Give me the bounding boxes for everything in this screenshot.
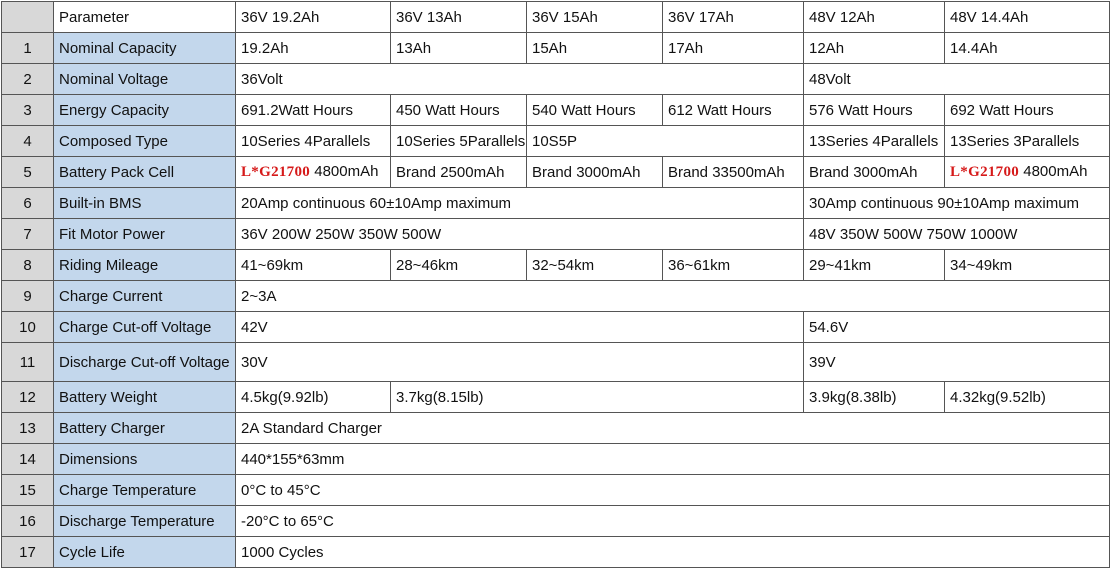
header-model: 36V 17Ah [663, 2, 804, 33]
spec-cell: 36V 200W 250W 350W 500W [236, 219, 804, 250]
header-row [2, 2, 1110, 33]
spec-cell: 29~41km [804, 250, 945, 281]
table-row [2, 219, 1110, 250]
spec-cell: 576 Watt Hours [804, 95, 945, 126]
row-number: 10 [2, 312, 54, 343]
header-model: 36V 19.2Ah [236, 2, 391, 33]
parameter-label: Built-in BMS [54, 188, 236, 219]
spec-cell: 14.4Ah [945, 33, 1110, 64]
spec-cell: 691.2Watt Hours [236, 95, 391, 126]
row-number: 16 [2, 506, 54, 537]
spec-cell: 4.32kg(9.52lb) [945, 382, 1110, 413]
spec-cell: Brand 33500mAh [663, 157, 804, 188]
row-number: 5 [2, 157, 54, 188]
spec-cell: 54.6V [804, 312, 1110, 343]
spec-cell: Brand 2500mAh [391, 157, 527, 188]
row-number: 3 [2, 95, 54, 126]
spec-cell: 30V [236, 343, 804, 382]
spec-cell: 2A Standard Charger [236, 413, 1110, 444]
parameter-label: Battery Pack Cell [54, 157, 236, 188]
spec-cell: 13Series 4Parallels [804, 126, 945, 157]
table-row [2, 250, 1110, 281]
spec-cell [236, 157, 391, 188]
parameter-label: Charge Current [54, 281, 236, 312]
spec-cell: 36Volt [236, 64, 804, 95]
battery-spec-table [1, 1, 1110, 568]
table-row [2, 413, 1110, 444]
spec-cell: 12Ah [804, 33, 945, 64]
spec-cell: Brand 3000mAh [804, 157, 945, 188]
spec-cell: 10Series 5Parallels [391, 126, 527, 157]
spec-cell: 32~54km [527, 250, 663, 281]
parameter-label: Charge Cut-off Voltage [54, 312, 236, 343]
spec-cell: 13Ah [391, 33, 527, 64]
row-number: 9 [2, 281, 54, 312]
row-number: 14 [2, 444, 54, 475]
header-model: 48V 14.4Ah [945, 2, 1110, 33]
table-row [2, 343, 1110, 382]
parameter-label: Composed Type [54, 126, 236, 157]
parameter-label: Nominal Capacity [54, 33, 236, 64]
table-row [2, 95, 1110, 126]
table-row [2, 312, 1110, 343]
row-number: 2 [2, 64, 54, 95]
header-model: 48V 12Ah [804, 2, 945, 33]
row-number: 8 [2, 250, 54, 281]
spec-cell: 28~46km [391, 250, 527, 281]
parameter-label: Discharge Cut-off Voltage [54, 343, 236, 382]
spec-cell: 41~69km [236, 250, 391, 281]
spec-cell: 34~49km [945, 250, 1110, 281]
parameter-label: Charge Temperature [54, 475, 236, 506]
table-row [2, 33, 1110, 64]
spec-cell: 48Volt [804, 64, 1110, 95]
spec-cell: 48V 350W 500W 750W 1000W [804, 219, 1110, 250]
spec-cell: 612 Watt Hours [663, 95, 804, 126]
brand-logo: L*G21700 [950, 164, 1020, 180]
row-number: 4 [2, 126, 54, 157]
spec-cell [945, 157, 1110, 188]
header-index-cell [2, 2, 54, 33]
spec-cell: 17Ah [663, 33, 804, 64]
spec-cell: 540 Watt Hours [527, 95, 663, 126]
spec-cell: 692 Watt Hours [945, 95, 1110, 126]
row-number: 13 [2, 413, 54, 444]
cell-capacity: 4800mAh [314, 163, 379, 180]
header-model: 36V 13Ah [391, 2, 527, 33]
parameter-label: Nominal Voltage [54, 64, 236, 95]
spec-cell: 10S5P [527, 126, 804, 157]
row-number: 17 [2, 537, 54, 568]
spec-cell: 2~3A [236, 281, 1110, 312]
spec-cell: -20°C to 65°C [236, 506, 1110, 537]
row-number: 15 [2, 475, 54, 506]
brand-logo: L*G21700 [241, 164, 311, 180]
table-row [2, 537, 1110, 568]
table-row [2, 382, 1110, 413]
spec-cell: 42V [236, 312, 804, 343]
spec-cell: 450 Watt Hours [391, 95, 527, 126]
row-number: 1 [2, 33, 54, 64]
header-model: 36V 15Ah [527, 2, 663, 33]
spec-cell: 3.7kg(8.15lb) [391, 382, 804, 413]
spec-cell: 0°C to 45°C [236, 475, 1110, 506]
parameter-label: Riding Mileage [54, 250, 236, 281]
spec-cell: 15Ah [527, 33, 663, 64]
parameter-label: Battery Weight [54, 382, 236, 413]
table-row [2, 506, 1110, 537]
parameter-label: Dimensions [54, 444, 236, 475]
row-number: 12 [2, 382, 54, 413]
spec-cell: 19.2Ah [236, 33, 391, 64]
spec-cell: 4.5kg(9.92lb) [236, 382, 391, 413]
spec-cell: 3.9kg(8.38lb) [804, 382, 945, 413]
spec-cell: 440*155*63mm [236, 444, 1110, 475]
spec-cell: 30Amp continuous 90±10Amp maximum [804, 188, 1110, 219]
table-row [2, 64, 1110, 95]
table-row [2, 188, 1110, 219]
spec-cell: 1000 Cycles [236, 537, 1110, 568]
table-row [2, 475, 1110, 506]
row-number: 6 [2, 188, 54, 219]
table-row [2, 126, 1110, 157]
cell-capacity: 4800mAh [1023, 163, 1088, 180]
parameter-label: Battery Charger [54, 413, 236, 444]
row-number: 11 [2, 343, 54, 382]
header-parameter: Parameter [54, 2, 236, 33]
table-row [2, 281, 1110, 312]
spec-cell: 10Series 4Parallels [236, 126, 391, 157]
parameter-label: Energy Capacity [54, 95, 236, 126]
table-row [2, 444, 1110, 475]
row-number: 7 [2, 219, 54, 250]
spec-cell: 20Amp continuous 60±10Amp maximum [236, 188, 804, 219]
table-row [2, 157, 1110, 188]
spec-cell: Brand 3000mAh [527, 157, 663, 188]
parameter-label: Discharge Temperature [54, 506, 236, 537]
spec-cell: 39V [804, 343, 1110, 382]
parameter-label: Fit Motor Power [54, 219, 236, 250]
spec-cell: 36~61km [663, 250, 804, 281]
spec-cell: 13Series 3Parallels [945, 126, 1110, 157]
parameter-label: Cycle Life [54, 537, 236, 568]
